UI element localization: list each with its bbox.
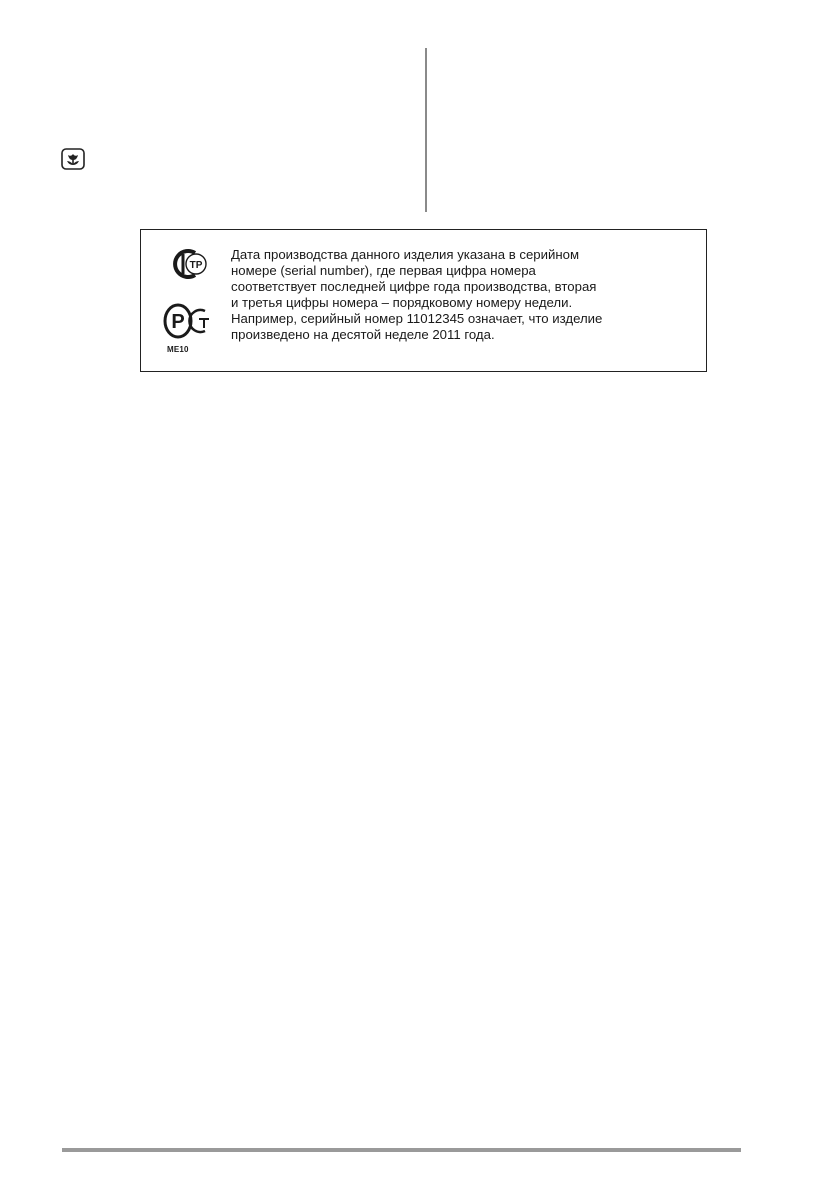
note-line: Например, серийный номер 11012345 означает, что изделие (231, 311, 603, 326)
footer-rule (62, 1148, 741, 1152)
svg-text:ТР: ТР (189, 260, 203, 271)
pct-mark-icon (163, 302, 213, 340)
gost-r-tr-icon (165, 246, 209, 282)
note-line: соответствует последней цифре года производства, вторая (231, 279, 597, 294)
note-line: Дата производства данного изделия указана в серийном (231, 247, 580, 262)
column-divider (425, 48, 427, 212)
certification-box (140, 229, 707, 372)
macro-flower-icon (61, 148, 85, 170)
note-line: и третья цифры номера – порядковому номеру недели. (231, 295, 573, 310)
certificate-code: ME10 (167, 345, 189, 354)
note-line: номере (serial number), где первая цифра номера (231, 263, 536, 278)
production-date-note (231, 247, 701, 343)
svg-text:Р: Р (171, 311, 185, 333)
certification-logos (163, 246, 213, 364)
note-line: произведено на десятой неделе 2011 года. (231, 327, 495, 342)
